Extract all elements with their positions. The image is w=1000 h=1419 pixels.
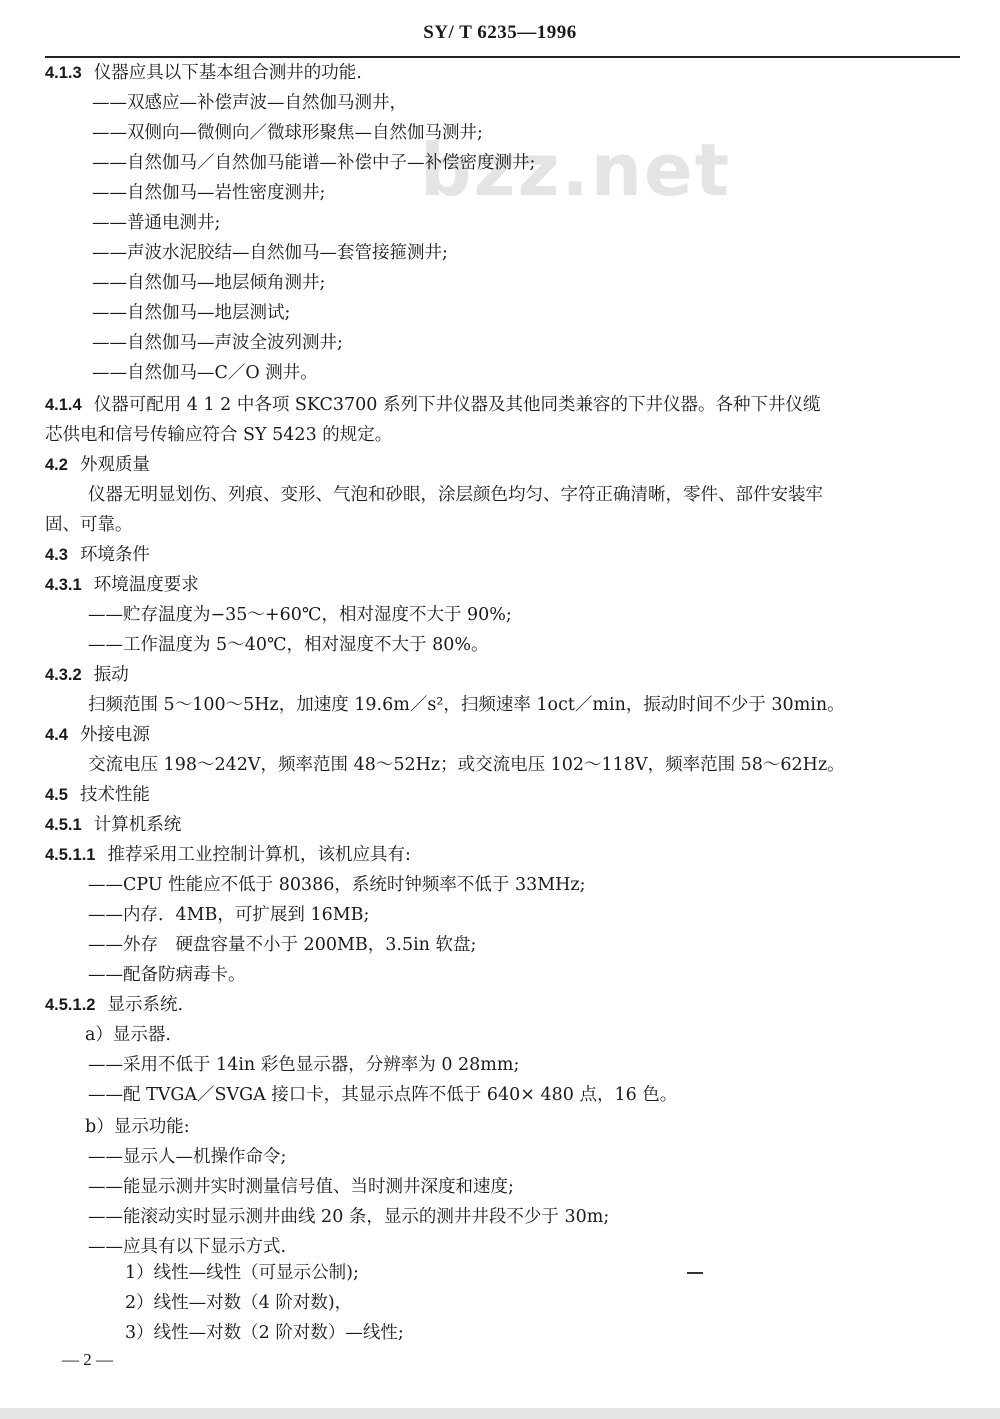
text-line	[88, 1176, 514, 1198]
line-text: ——普通电测井;	[92, 213, 221, 233]
text-line	[45, 844, 411, 866]
line-text: 外观质量	[79, 455, 150, 475]
text-line	[92, 362, 318, 384]
watermark: bzz.net	[420, 128, 732, 212]
section-number: 4.2	[45, 456, 68, 474]
line-text: ——贮存温度为−35～+60℃，相对湿度不大于 90%;	[88, 605, 512, 625]
text-line	[88, 484, 823, 506]
text-line	[45, 664, 129, 686]
line-text: 振动	[93, 665, 129, 685]
text-line	[88, 1054, 519, 1076]
section-number: 4.5.1	[45, 816, 82, 834]
text-line	[45, 424, 392, 446]
header-rule	[45, 56, 960, 58]
line-text: 计算机系统	[93, 815, 182, 835]
text-line	[88, 604, 512, 626]
line-text: 环境条件	[79, 545, 150, 565]
line-text: ——配备防病毒卡。	[88, 965, 246, 985]
text-line	[92, 272, 325, 294]
text-line	[88, 1206, 609, 1228]
text-line	[92, 122, 483, 144]
text-line	[125, 1322, 404, 1344]
line-text: ——自然伽马—C／O 测井。	[92, 363, 318, 383]
line-text: ——配 TVGA／SVGA 接口卡，其显示点阵不低于 640× 480 点，16 色。	[88, 1085, 678, 1105]
line-text: ——自然伽马—地层测试;	[92, 303, 291, 323]
line-text: ——双侧向—微侧向／微球形聚焦—自然伽马测井;	[92, 123, 483, 143]
line-text: ——外存 硬盘容量不小于 200MB，3.5in 软盘;	[88, 935, 477, 955]
text-line	[92, 242, 448, 264]
line-text: ——CPU 性能应不低于 80386，系统时钟频率不低于 33MHz;	[88, 875, 586, 895]
page-bottom-edge	[0, 1408, 1000, 1419]
section-number: 4.5.1.2	[45, 996, 96, 1014]
text-line	[45, 514, 133, 536]
text-line	[92, 182, 325, 204]
text-line	[88, 1146, 286, 1168]
text-line	[92, 302, 290, 324]
text-line	[88, 1084, 677, 1106]
page-number: — 2 —	[62, 1350, 113, 1369]
line-text: ——自然伽马／自然伽马能谱—补偿中子—补偿密度测井;	[92, 153, 536, 173]
section-number: 4.5	[45, 786, 68, 804]
section-number: 4.1.3	[45, 64, 82, 82]
text-line	[92, 92, 407, 114]
line-text: 显示系统.	[107, 995, 184, 1015]
line-text: 3）线性—对数（2 阶对数）—线性;	[125, 1323, 404, 1343]
text-line	[45, 394, 821, 416]
section-number: 4.5.1.1	[45, 846, 96, 864]
line-text: 仪器无明显划伤、列痕、变形、气泡和砂眼，涂层颜色均匀、字符正确清晰，零件、部件安装牢	[88, 485, 823, 505]
text-line	[45, 994, 183, 1016]
text-line	[88, 874, 586, 896]
line-text: ——工作温度为 5～40℃，相对湿度不大于 80%。	[88, 635, 489, 655]
line-text: ——能滚动实时显示测井曲线 20 条，显示的测井井段不少于 30m;	[88, 1207, 610, 1227]
text-line	[45, 814, 181, 836]
line-text: 仪器应具以下基本组合测井的功能.	[93, 63, 362, 83]
page-header: SY/ T 6235—1996	[423, 22, 577, 43]
line-text: ——自然伽马—地层倾角测井;	[92, 273, 326, 293]
text-line	[92, 332, 343, 354]
line-text: 外接电源	[79, 725, 150, 745]
line-text: 扫频范围 5～100～5Hz，加速度 19.6m／s²，扫频速率 1oct／min，振动时间不少于 30min。	[88, 695, 845, 715]
line-text: a）显示器.	[85, 1025, 171, 1045]
line-text: 仪器可配用 4 1 2 中各项 SKC3700 系列下井仪器及其他同类兼容的下井仪器。各种下井仪缆	[93, 395, 821, 415]
text-line	[88, 964, 246, 986]
line-text: 1）线性—线性（可显示公制);	[125, 1263, 359, 1283]
text-line	[88, 904, 369, 926]
line-text: 固、可靠。	[45, 515, 133, 535]
text-line	[45, 62, 362, 84]
line-text: ——内存．4MB，可扩展到 16MB;	[88, 905, 370, 925]
text-line	[92, 212, 220, 234]
line-text: ——自然伽马—岩性密度测井;	[92, 183, 326, 203]
line-text: 芯供电和信号传输应符合 SY 5423 的规定。	[45, 425, 393, 445]
section-number: 4.3.2	[45, 666, 82, 684]
text-line	[88, 754, 845, 776]
section-number: 4.4	[45, 726, 68, 744]
text-line	[85, 1116, 190, 1138]
line-text: ——采用不低于 14in 彩色显示器，分辨率为 0 28mm;	[88, 1055, 520, 1075]
line-text: ——双感应—补偿声波—自然伽马测井，	[92, 93, 407, 113]
text-line	[88, 1236, 286, 1258]
line-text: 推荐采用工业控制计算机，该机应具有:	[107, 845, 411, 865]
line-text: 2）线性—对数（4 阶对数)，	[125, 1293, 353, 1313]
line-text: ——自然伽马—声波全波列测井;	[92, 333, 343, 353]
line-text: 技术性能	[79, 785, 150, 805]
text-line	[88, 694, 845, 716]
line-text: b）显示功能:	[85, 1117, 190, 1137]
text-line	[45, 574, 199, 596]
text-line	[92, 152, 535, 174]
line-text: 交流电压 198～242V，频率范围 48～52Hz；或交流电压 102～118V，频率范围 58～62Hz。	[88, 755, 845, 775]
line-text: ——声波水泥胶结—自然伽马—套管接箍测井;	[92, 243, 448, 263]
section-number: 4.1.4	[45, 396, 82, 414]
text-line	[125, 1292, 352, 1314]
section-number: 4.3.1	[45, 576, 82, 594]
text-line	[45, 454, 150, 476]
text-line	[125, 1262, 359, 1284]
text-line	[45, 724, 150, 746]
stray-mark	[687, 1272, 703, 1274]
text-line	[45, 544, 150, 566]
text-line	[85, 1024, 171, 1046]
line-text: ——应具有以下显示方式.	[88, 1237, 287, 1257]
line-text: 环境温度要求	[93, 575, 199, 595]
text-line	[88, 934, 476, 956]
section-number: 4.3	[45, 546, 68, 564]
line-text: ——显示人—机操作命令;	[88, 1147, 287, 1167]
text-line	[45, 784, 150, 806]
text-line	[88, 634, 489, 656]
line-text: ——能显示测井实时测量信号值、当时测井深度和速度;	[88, 1177, 514, 1197]
